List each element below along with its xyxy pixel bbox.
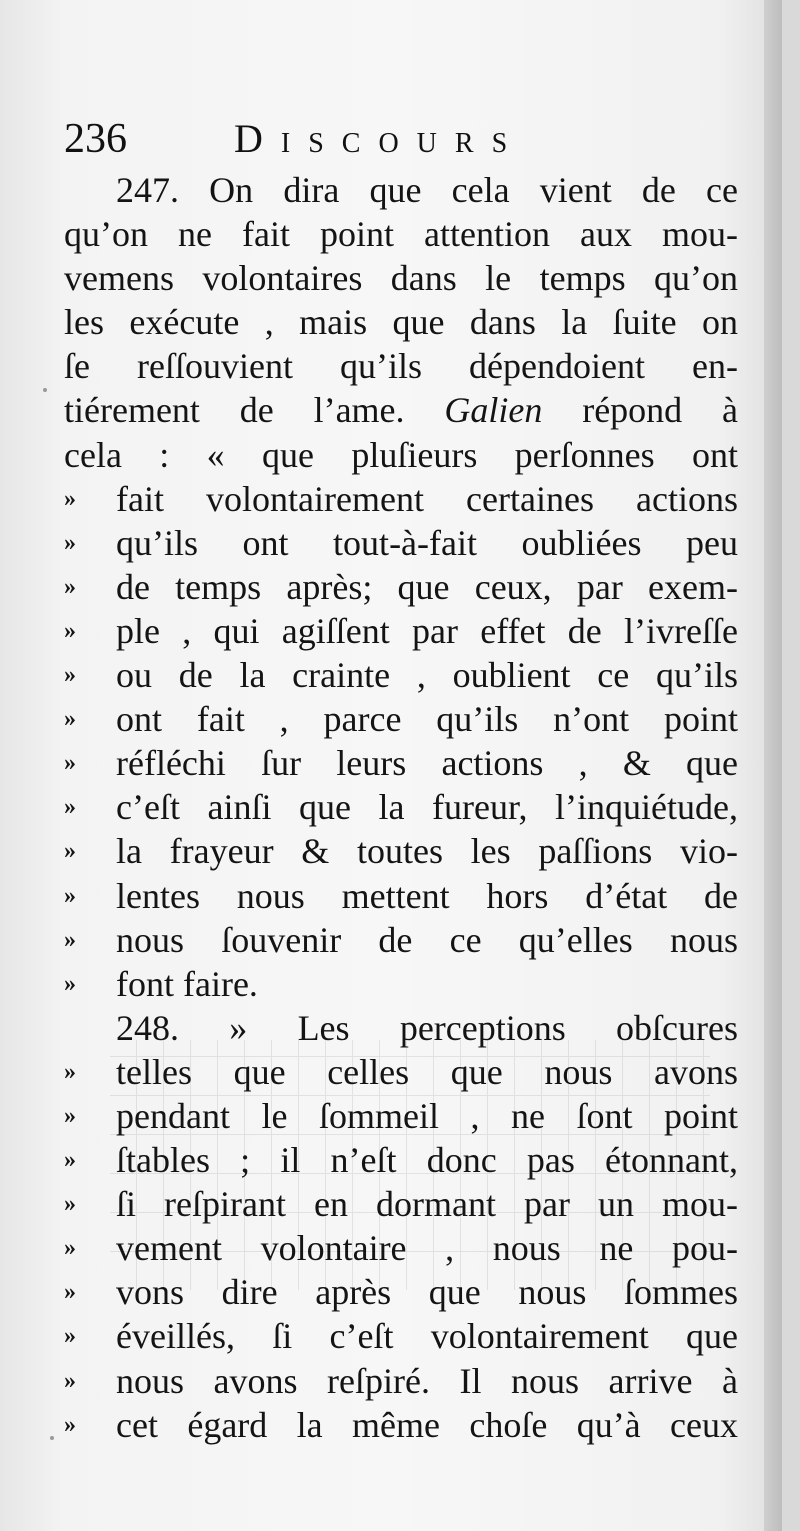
paragraph-247-line: 247. On dira que cela vient de ce [116,170,738,210]
quoted-text-line [64,1182,738,1226]
quoted-text-line [64,1403,738,1447]
quoted-text-line [64,1270,738,1314]
quoted-text-line [64,653,738,697]
paragraph-247-line: ſe reſſouvient qu’ils dépendoient en- [64,346,738,387]
paragraph-248-line: vons dire après que nous ſommes [116,1272,738,1313]
quoted-text-line [64,1094,738,1138]
paragraph-247-line: ou de la crainte , oublient ce qu’ils [116,655,738,696]
paragraph-248-line: éveillés, ſi c’eſt volontairement que [116,1316,738,1357]
quotation-marker: » [64,706,76,733]
text-line [64,168,738,212]
quoted-text-line [64,829,738,873]
quotation-marker: » [64,882,76,909]
paragraph-247-line: vemens volontaires dans le temps qu’on [64,258,738,299]
quotation-marker: » [64,1147,76,1174]
paragraph-text-fragment: tiérement de l’ame. [64,390,445,431]
quoted-text-line [64,1314,738,1358]
paragraph-247-line: de temps après; que ceux, par exem- [116,566,738,607]
paragraph-248-line: 248. » Les perceptions obſcures [116,1007,738,1048]
running-head [64,106,624,170]
quotation-marker: » [64,1279,76,1306]
quotation-marker: » [64,1191,76,1218]
quotation-marker: » [64,970,76,997]
text-line [64,212,738,256]
paragraph-247-line: réfléchi ſur leurs actions , & que [116,743,738,784]
quotation-marker: » [64,838,76,865]
quoted-text-line [64,874,738,918]
text-line [64,388,738,432]
paragraph-247-line: font faire. [116,963,258,1004]
quoted-text-line [64,1138,738,1182]
quotation-marker: » [64,926,76,953]
quotation-marker: » [64,617,76,644]
quotation-marker: » [64,794,76,821]
paragraph-247-line: nous ſouvenir de ce qu’elles nous [116,919,738,960]
quotation-marker: » [64,1367,76,1394]
paragraph-248-line: ſi reſpirant en dormant par un mou- [116,1184,738,1225]
paragraph-247-line: les exécute , mais que dans la ſuite on [64,302,738,343]
text-line [64,1006,738,1050]
quotation-marker: » [64,1323,76,1350]
page-edge [764,0,782,1531]
quotation-marker: » [64,1102,76,1129]
quotation-marker: » [64,573,76,600]
paragraph-247-line: qu’ils ont tout-à-fait oubliées peu [116,522,738,563]
quoted-text-line [64,785,738,829]
running-title: Discours [234,116,526,161]
quotation-marker: » [64,750,76,777]
page-number: 236 [64,116,127,162]
quoted-text-line [64,962,738,1006]
paper-speck [50,1436,54,1440]
paragraph-text-fragment: répond à [542,390,739,431]
paper-speck [43,388,47,392]
quoted-text-line [64,1050,738,1094]
quoted-text-line [64,609,738,653]
text-line [64,256,738,300]
quotation-marker: » [64,662,76,689]
paragraph-248-line: telles que celles que nous avons [116,1051,738,1092]
paragraph-248-line: nous avons reſpiré. Il nous arrive à [116,1360,738,1401]
quoted-text-line [64,741,738,785]
text-line [64,433,738,477]
quotation-marker: » [64,485,76,512]
paragraph-247-line: ple , qui agiſſent par effet de l’ivreſſe [116,610,738,651]
paragraph-247-line: cela : « que pluſieurs perſonnes ont [64,434,738,475]
quoted-text-line [64,565,738,609]
paragraph-248-line: pendant le ſommeil , ne ſont point [116,1095,738,1136]
paragraph-248-line: vement volontaire , nous ne pou- [116,1228,738,1269]
paragraph-247-line: fait volontairement certaines actions [116,478,738,519]
quoted-text-line [64,1359,738,1403]
quotation-marker: » [64,529,76,556]
quotation-marker: » [64,1058,76,1085]
quoted-text-line [64,521,738,565]
quotation-marker: » [64,1235,76,1262]
paragraph-248-line: ſtables ; il n’eſt donc pas étonnant, [116,1140,738,1181]
text-line [64,300,738,344]
paragraph-247-line-with-author [64,388,738,432]
paragraph-247-line: la frayeur & toutes les paſſions vio- [116,831,738,872]
quoted-text-line [64,697,738,741]
quoted-text-line [64,1226,738,1270]
paragraph-248-line: cet égard la même choſe qu’à ceux [116,1404,738,1445]
paragraph-247-line: ont fait , parce qu’ils n’ont point [116,699,738,740]
paragraph-247-line: c’eſt ainſi que la fureur, l’inquiétude, [116,787,738,828]
quoted-text-line [64,918,738,962]
author-name: Galien [444,390,543,431]
body-text [64,168,738,1447]
quoted-text-line [64,477,738,521]
paragraph-247-line: qu’on ne fait point attention aux mou- [64,214,738,255]
text-line [64,344,738,388]
paragraph-247-line: lentes nous mettent hors d’état de [116,875,738,916]
quotation-marker: » [64,1411,76,1438]
